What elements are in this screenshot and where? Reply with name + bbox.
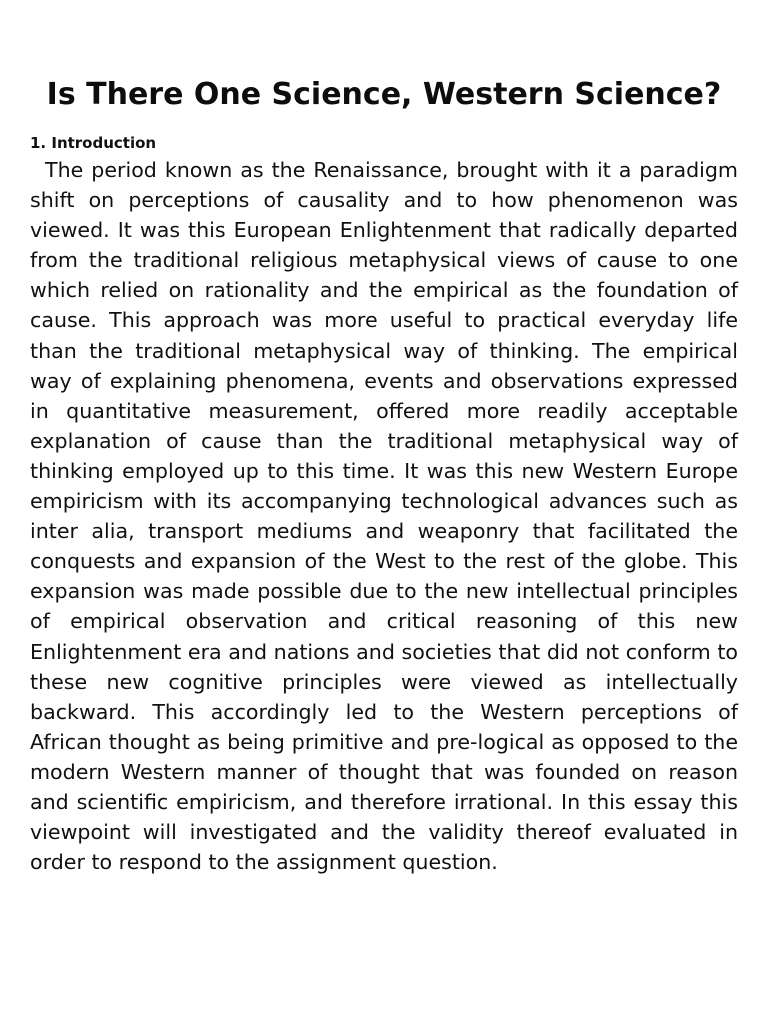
introduction-paragraph: The period known as the Renaissance, brought with it a paradigm shift on perceptions of causality and to how phenomenon was viewed. It was this European Enlightenment that radically departed from the traditional religious metaphysical views of cause to one which relied on rationality and the empirical as the foundation of cause. This approach was more useful to practical everyday life than the traditional metaphysical way of thinking. The empirical way of explaining phenomena, events and observations expressed in quantitative measurement, offered more readily acceptable explanation of cause than the traditional metaphysical way of thinking employed up to this time. It was this new Western Europe empiricism with its accompanying technological advances such as inter alia, transport mediums and weaponry that facilitated the conquests and expansion of the West to the rest of the globe. This expansion was made possible due to the new intellectual principles of empirical observation and critical reasoning of this new Enlightenment era and nations and societies that did not conform to these new cognitive principles were viewed as intellectually backward. This accordingly led to the Western perceptions of African thought as being primitive and pre-logical as opposed to the modern Western manner of thought that was founded on reason and scientific empiricism, and therefore irrational. In this essay this viewpoint will investigated and the validity thereof evaluated in order to respond to the assignment question. [30, 158, 738, 875]
section-heading-introduction: 1. Introduction [30, 134, 157, 152]
document-title: Is There One Science, Western Science? [46, 77, 722, 112]
